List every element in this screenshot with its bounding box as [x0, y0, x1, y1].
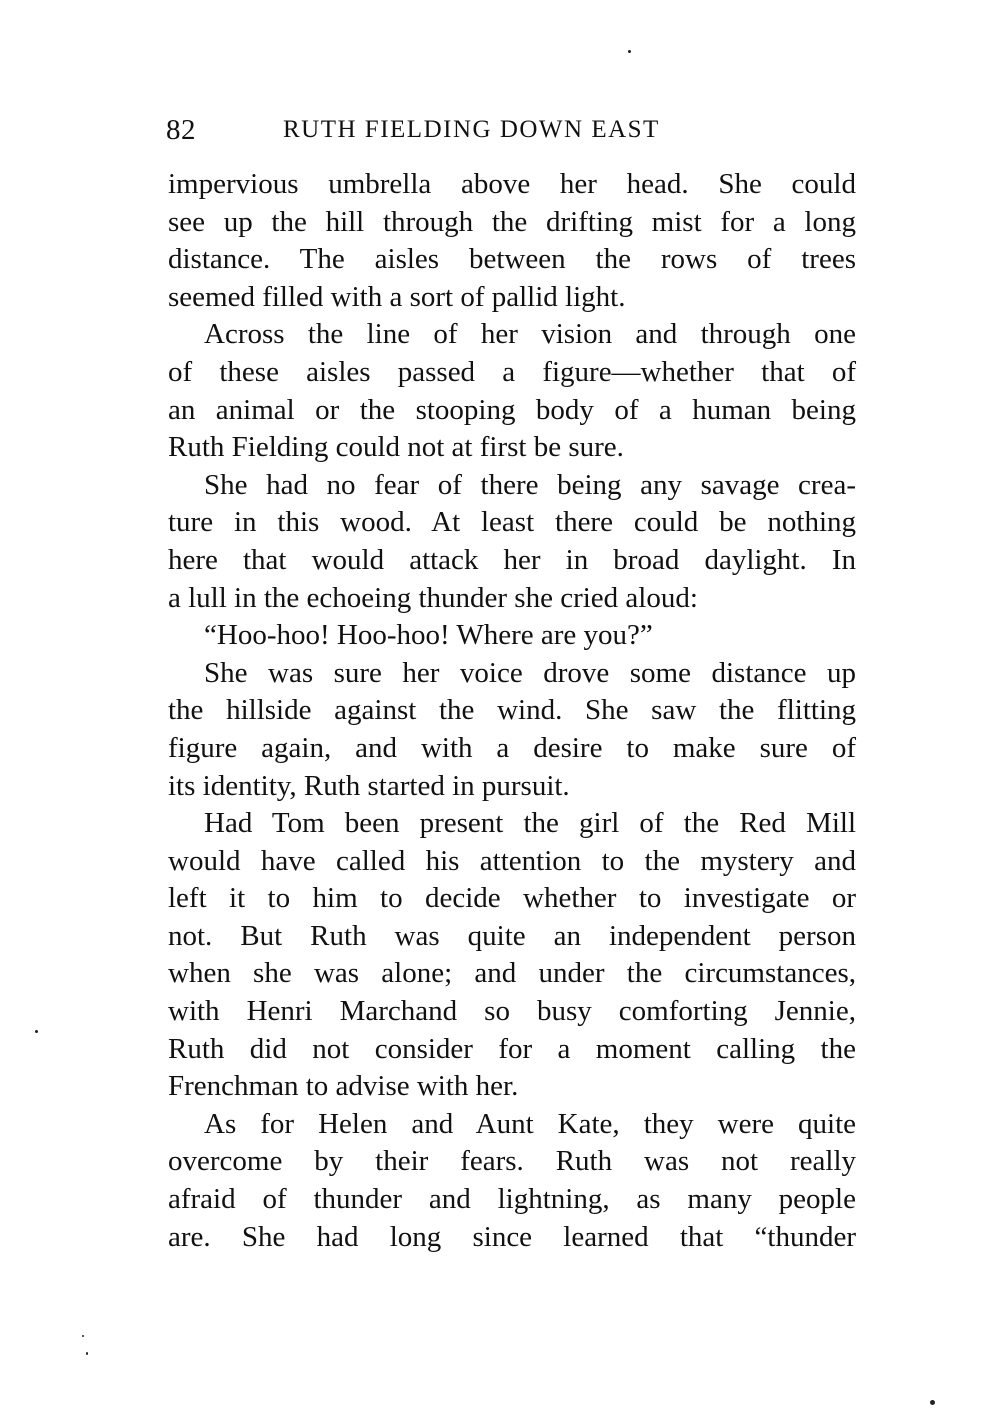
body-text: [168, 166, 856, 1256]
text-line: here that would attack her in broad daylight. In: [168, 543, 856, 576]
text-line: She had no fear of there being any savage crea-: [204, 468, 856, 501]
text-line: seemed filled with a sort of pallid light.: [168, 280, 626, 313]
text-line: left it to him to decide whether to investigate or: [168, 882, 856, 915]
text-line: see up the hill through the drifting mist for a long: [168, 205, 856, 238]
text-line: of these aisles passed a figure—whether that of: [168, 355, 856, 388]
text-line: an animal or the stooping body of a human being: [168, 393, 856, 426]
text-line: overcome by their fears. Ruth was not really: [168, 1145, 856, 1178]
text-line: Had Tom been present the girl of the Red Mill: [204, 807, 856, 840]
text-line: Ruth Fielding could not at first be sure.: [168, 431, 624, 464]
scan-speck: [930, 1400, 935, 1405]
text-line: would have called his attention to the mystery and: [168, 844, 856, 877]
running-title: RUTH FIELDING DOWN EAST: [283, 116, 660, 143]
text-line: Ruth did not consider for a moment calling the: [168, 1032, 856, 1065]
text-line: afraid of thunder and lightning, as many people: [168, 1183, 856, 1216]
text-line: As for Helen and Aunt Kate, they were quite: [204, 1107, 856, 1140]
text-line: distance. The aisles between the rows of trees: [168, 243, 856, 276]
text-line: its identity, Ruth started in pursuit.: [168, 769, 570, 802]
text-line: She was sure her voice drove some distance up: [204, 656, 856, 689]
text-line: Across the line of her vision and through one: [204, 318, 856, 351]
scan-speck: [86, 1352, 88, 1355]
text-line: the hillside against the wind. She saw the flitting: [168, 694, 856, 727]
page-header: [166, 114, 856, 154]
text-line: “Hoo-hoo! Hoo-hoo! Where are you?”: [204, 619, 653, 652]
page-number: 82: [166, 114, 196, 146]
text-line: when she was alone; and under the circumstances,: [168, 957, 856, 990]
text-line: not. But Ruth was quite an independent person: [168, 919, 856, 952]
scan-speck: [35, 1030, 38, 1033]
text-line: figure again, and with a desire to make sure of: [168, 731, 856, 764]
text-line: Frenchman to advise with her.: [168, 1070, 519, 1103]
scan-speck: [628, 50, 631, 53]
text-line: a lull in the echoeing thunder she cried aloud:: [168, 581, 698, 614]
scan-speck: [82, 1335, 84, 1337]
text-line: are. She had long since learned that “thunder: [168, 1220, 856, 1253]
text-line: impervious umbrella above her head. She could: [168, 168, 856, 200]
text-line: ture in this wood. At least there could be nothing: [168, 506, 856, 539]
text-line: with Henri Marchand so busy comforting Jennie,: [168, 995, 856, 1028]
